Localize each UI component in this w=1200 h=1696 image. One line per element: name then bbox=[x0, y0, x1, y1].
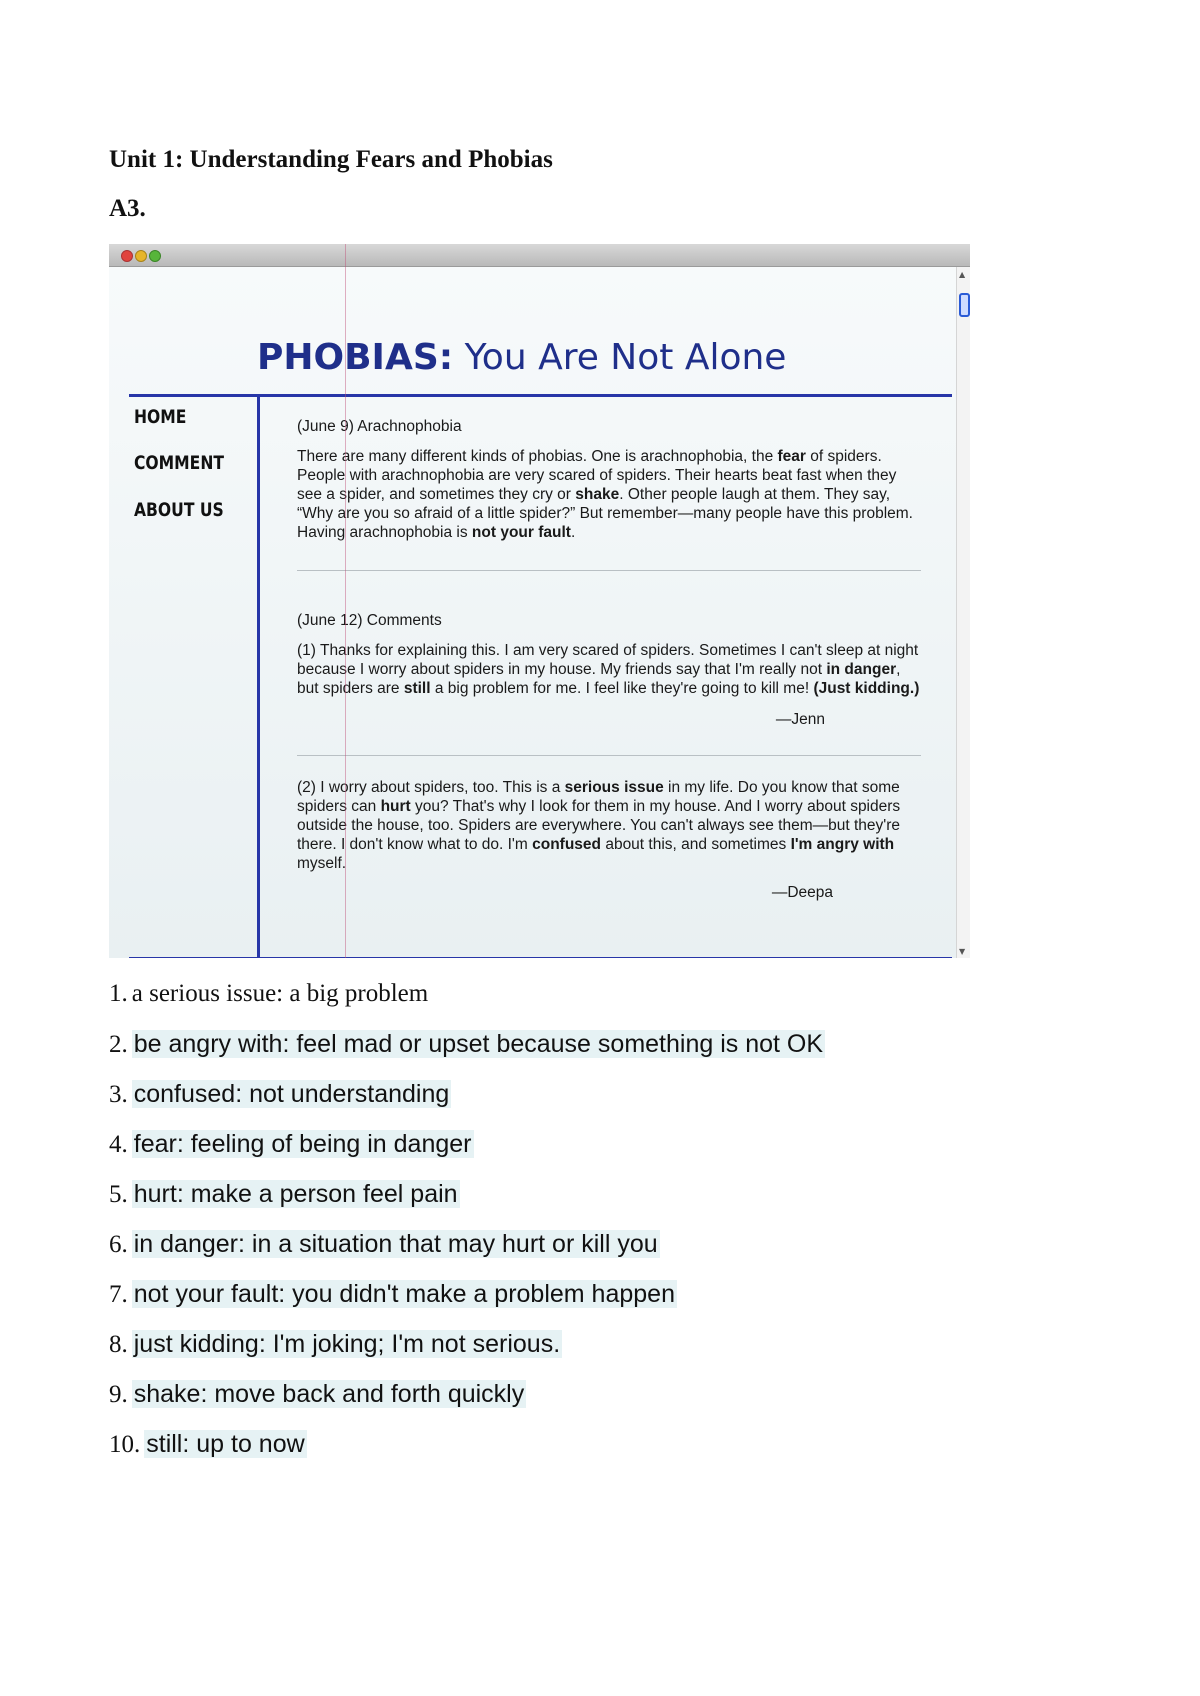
comment-separator bbox=[297, 755, 921, 756]
scrollbar[interactable] bbox=[956, 267, 970, 958]
text-run: . bbox=[570, 524, 576, 541]
text-run: a big problem for me. I feel like they're going to kill me! bbox=[430, 680, 814, 697]
nav-home[interactable]: HOME bbox=[134, 406, 187, 428]
comment-jenn bbox=[297, 611, 925, 730]
comment-signature: —Deepa bbox=[771, 884, 833, 901]
vocab-item: 6. in danger: in a situation that may hurt or kill you bbox=[109, 1230, 658, 1258]
text-run: There are many different kinds of phobias. One is arachnophobia, the bbox=[297, 448, 778, 465]
vocab-item: 4. fear: feeling of being in danger bbox=[109, 1130, 472, 1158]
scroll-down-arrow-icon[interactable]: ▼ bbox=[959, 947, 966, 956]
scroll-thumb[interactable] bbox=[959, 293, 970, 317]
post-separator bbox=[297, 570, 921, 571]
close-window-icon bbox=[121, 250, 133, 262]
vocab-item: 9. shake: move back and forth quickly bbox=[109, 1380, 525, 1408]
title-divider bbox=[129, 394, 952, 397]
comment-signature: —Jenn bbox=[775, 711, 825, 728]
site-title bbox=[257, 337, 957, 378]
post-body bbox=[297, 447, 925, 542]
vocab-item: 3. confused: not understanding bbox=[109, 1080, 450, 1108]
comments-date: (June 12) Comments bbox=[297, 612, 442, 629]
comment-deepa bbox=[297, 778, 925, 903]
comment-body bbox=[297, 641, 925, 698]
vocab-item: 5. hurt: make a person feel pain bbox=[109, 1180, 458, 1208]
bold-vocab-term: hurt bbox=[380, 798, 411, 815]
vocab-item: 10. still: up to now bbox=[109, 1430, 305, 1458]
scan-artifact-line bbox=[345, 244, 346, 958]
bold-vocab-term: serious issue bbox=[564, 779, 664, 796]
bold-vocab-term: (Just kidding.) bbox=[813, 680, 920, 697]
scroll-up-arrow-icon[interactable]: ▲ bbox=[959, 270, 966, 279]
document-heading: Unit 1: Understanding Fears and Phobias bbox=[109, 146, 553, 173]
nav-comment[interactable]: COMMENT bbox=[134, 452, 225, 474]
web-page bbox=[109, 267, 957, 958]
window-titlebar bbox=[109, 244, 970, 267]
bold-vocab-term: still bbox=[403, 680, 431, 697]
bold-vocab-term: I'm angry with bbox=[790, 836, 895, 853]
vocab-item: 8. just kidding: I'm joking; I'm not serious. bbox=[109, 1330, 561, 1358]
site-title-bold: PHOBIAS: bbox=[257, 337, 454, 378]
site-title-rest: You Are Not Alone bbox=[453, 337, 787, 378]
post-arachnophobia bbox=[297, 417, 925, 542]
footer-divider bbox=[129, 957, 952, 958]
text-run: . Other people laugh at them. They say, “Why are you so afraid of a little spider?” But remember—many people have this problem. Having arachnophobia is bbox=[297, 486, 913, 541]
section-label: A3. bbox=[109, 195, 146, 222]
bold-vocab-term: shake bbox=[575, 486, 620, 503]
sidebar-divider bbox=[257, 397, 260, 958]
text-run: in my life. Do you know that some spiders can bbox=[297, 779, 900, 815]
comment-body bbox=[297, 778, 925, 873]
text-run: of spiders. People with arachnophobia are very scared of spiders. Their hearts beat fast when they see a spider, and sometimes they cry or bbox=[297, 448, 897, 503]
text-run: , but spiders are bbox=[297, 661, 901, 697]
bold-vocab-term: confused bbox=[532, 836, 602, 853]
text-run: myself. bbox=[297, 855, 347, 872]
nav-about-us[interactable]: ABOUT US bbox=[134, 499, 224, 521]
zoom-window-icon bbox=[149, 250, 161, 262]
text-run: (2) I worry about spiders, too. This is a bbox=[297, 779, 565, 796]
minimize-window-icon bbox=[135, 250, 147, 262]
text-run: you? That's why I look for them in my house. And I worry about spiders outside the house, too. Spiders are everywhere. You can't always see them—but they're there. I don't know what to do. I'm bbox=[297, 798, 901, 853]
text-run: (1) Thanks for explaining this. I am very scared of spiders. Sometimes I can't sleep at night because I worry about spiders in my house. My friends say that I'm really not bbox=[297, 642, 919, 678]
vocab-item: 2. be angry with: feel mad or upset because something is not OK bbox=[109, 1030, 824, 1058]
bold-vocab-term: fear bbox=[777, 448, 806, 465]
post-date: (June 9) Arachnophobia bbox=[297, 418, 462, 435]
vocab-item: 1. a serious issue: a big problem bbox=[109, 980, 429, 1007]
bold-vocab-term: in danger bbox=[826, 661, 897, 678]
vocab-item: 7. not your fault: you didn't make a problem happen bbox=[109, 1280, 675, 1308]
browser-window-screenshot bbox=[109, 244, 970, 958]
text-run: about this, and sometimes bbox=[601, 836, 791, 853]
bold-vocab-term: not your fault bbox=[471, 524, 571, 541]
